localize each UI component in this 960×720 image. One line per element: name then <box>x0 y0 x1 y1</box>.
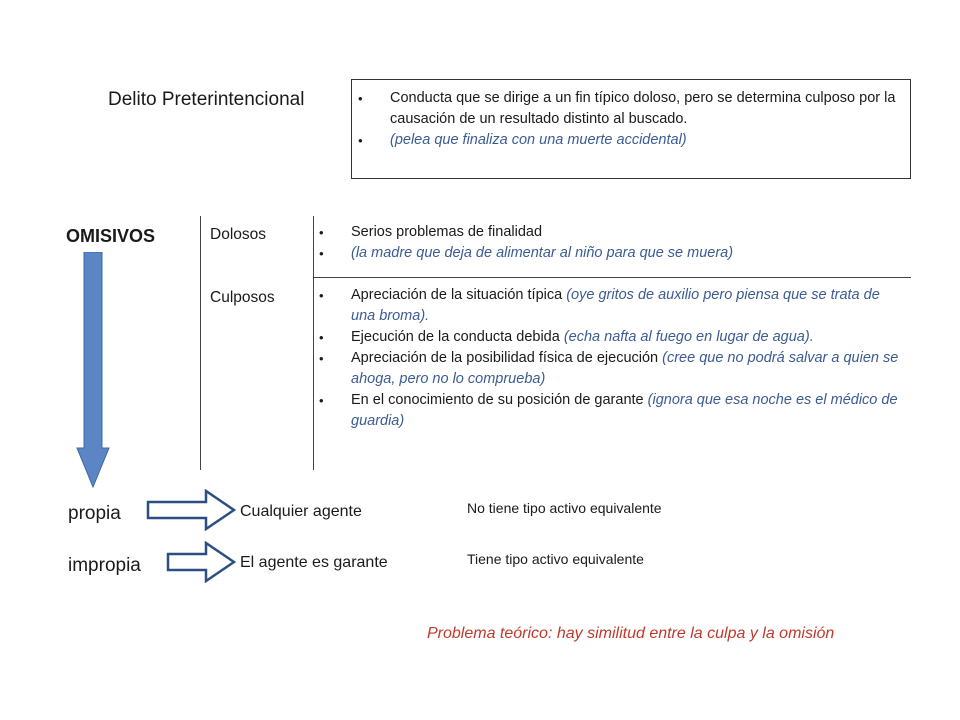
impropia-note: Tiene tipo activo equivalente <box>467 551 644 567</box>
impropia-label: impropia <box>68 555 141 576</box>
propia-label: propia <box>68 503 121 524</box>
culposos-item-2: • Ejecución de la conducta debida (echa nafta al fuego en lugar de agua). <box>313 327 903 348</box>
dolosos-list <box>313 222 903 264</box>
culposos-item-4: • En el conocimiento de su posición de garante (ignora que esa noche es el médico de guardia) <box>313 390 903 432</box>
omisivos-title: OMISIVOS <box>66 226 156 246</box>
culposos-list <box>313 285 903 432</box>
impropia-agent: El agente es garante <box>240 554 388 571</box>
culposos-item-1: • Apreciación de la situación típica (oye gritos de auxilio pero piensa que se trata de una broma). <box>313 285 903 327</box>
propia-note: No tiene tipo activo equivalente <box>467 500 662 516</box>
preterintencional-box <box>351 79 911 179</box>
footer-note: Problema teórico: hay similitud entre la culpa y la omisión <box>427 625 835 642</box>
culposos-label: Culposos <box>210 289 275 306</box>
preterintencional-bullet-1: • Conducta que se dirige a un fin típico doloso, pero se determina culposo por la causación de un resultado distinto al buscado. <box>352 88 896 130</box>
dolosos-bullet-2: • (la madre que deja de alimentar al niño para que se muera) <box>313 243 903 264</box>
propia-agent: Cualquier agente <box>240 503 362 520</box>
preterintencional-bullet-2: • (pelea que finaliza con una muerte accidental) <box>352 130 896 151</box>
right-arrow-icon <box>146 489 236 531</box>
right-arrow-icon <box>166 541 236 583</box>
left-divider-line <box>200 216 201 470</box>
dolosos-label: Dolosos <box>210 226 266 243</box>
preterintencional-title: Delito Preterintencional <box>108 89 305 110</box>
down-arrow-icon <box>76 252 110 488</box>
dolosos-bullet-1: • Serios problemas de finalidad <box>313 222 903 243</box>
row-separator-line <box>313 277 911 278</box>
culposos-item-3: • Apreciación de la posibilidad física de ejecución (cree que no podrá salvar a quien se ahoga, pero no lo comprueba) <box>313 348 903 390</box>
